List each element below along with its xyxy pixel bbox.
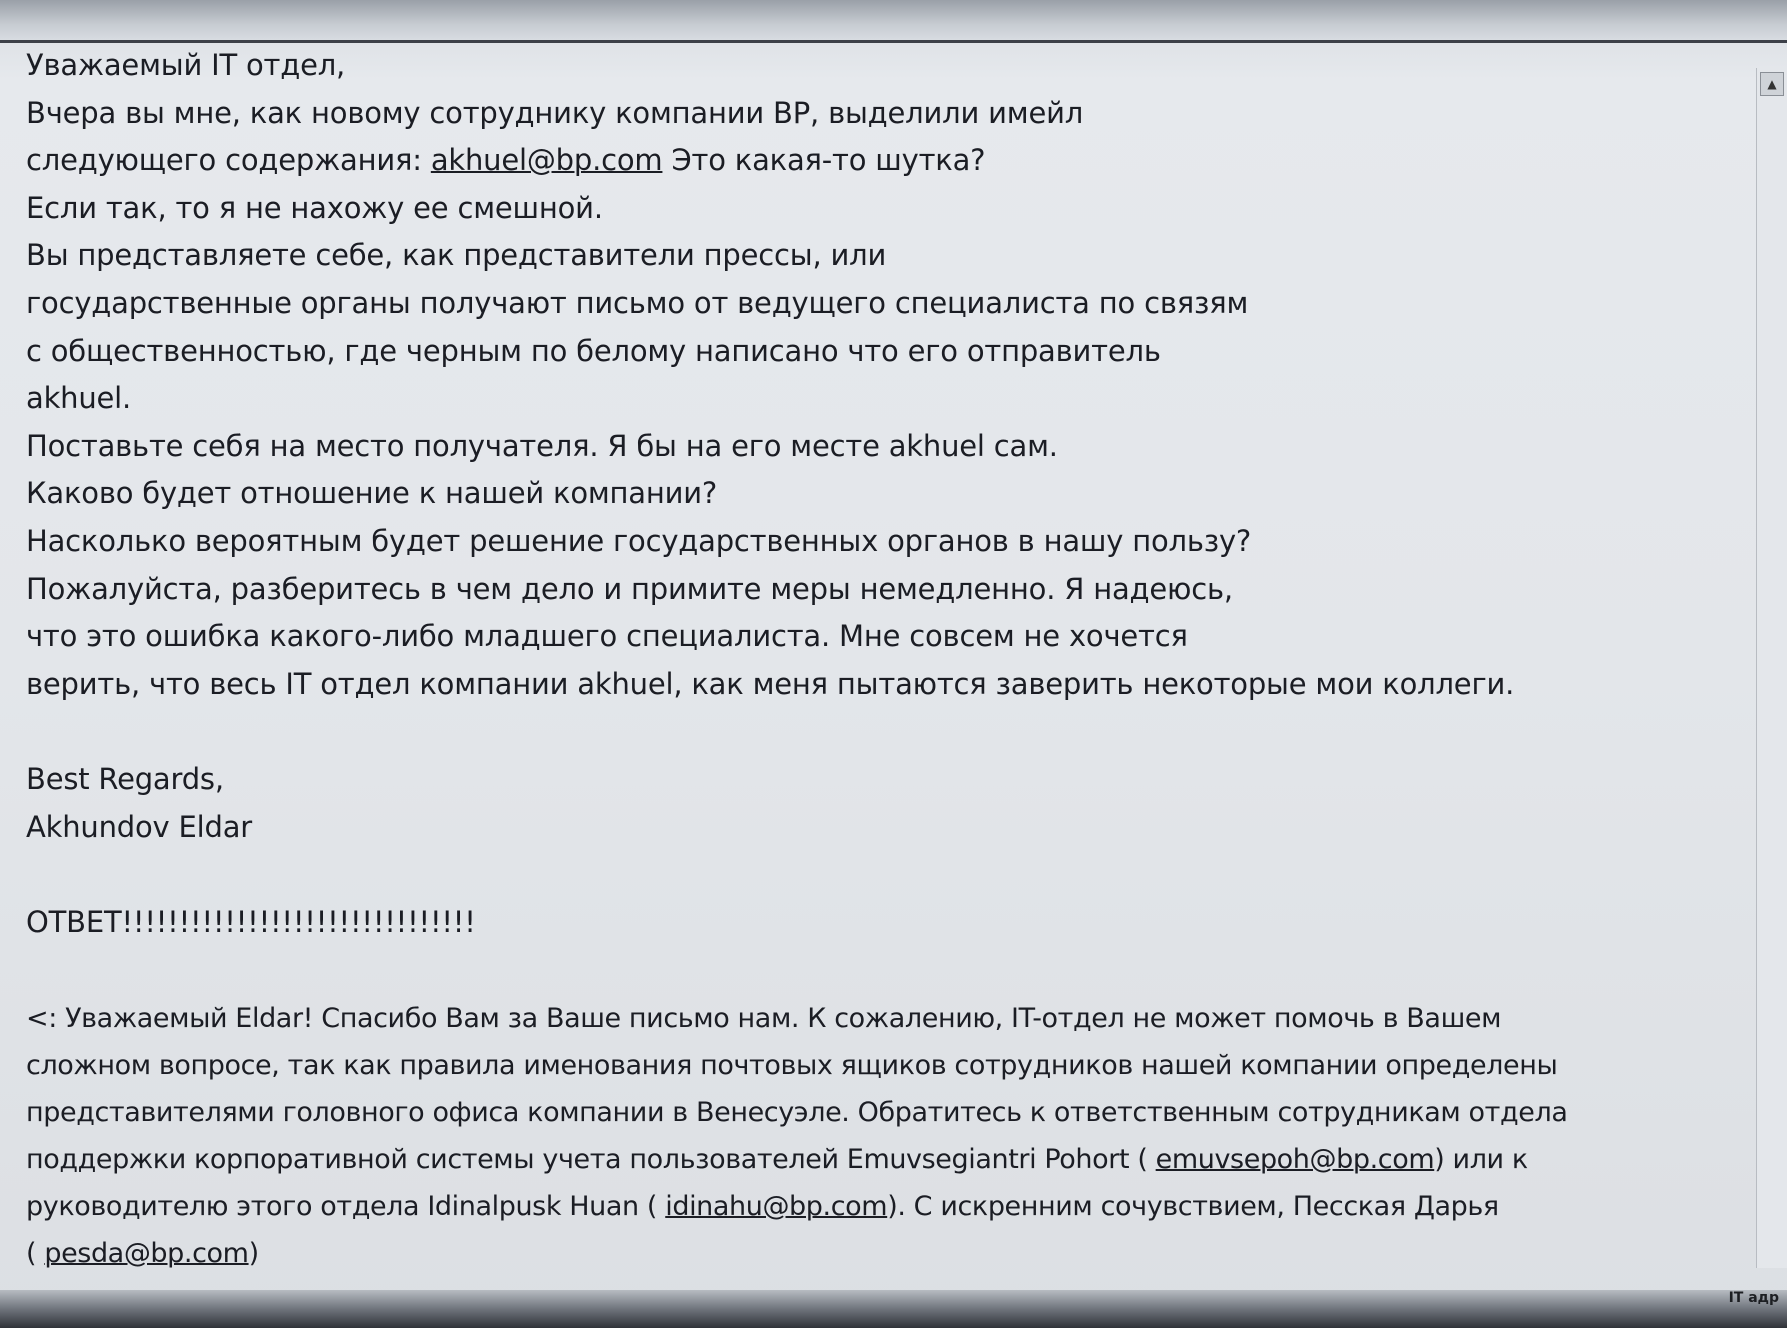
body-line: Вы представляете себе, как представители прессы, или [26,238,887,273]
email-link-akhuel[interactable]: akhuel@bp.com [430,143,663,178]
email-link-idinahu[interactable]: idinahu@bp.com [665,1191,888,1222]
reply-line [26,1230,1766,1277]
body-line: Вчера вы мне, как новому сотруднику компании BP, выделили имейл [26,95,1084,130]
reply-text-fragment: ) [248,1238,259,1269]
email-link-pesda[interactable]: pesda@bp.com [44,1238,249,1269]
greeting: Уважаемый IT отдел, [26,48,346,82]
reply-text-fragment: ). С искренним сочувствием, Песская Дарья [887,1191,1499,1222]
body-line: Поставьте себя на место получателя. Я бы на его месте akhuel сам. [26,428,1058,463]
reply-text-fragment: ) или к [1434,1144,1528,1175]
window-top-edge [0,0,1787,40]
reply-line: сложном вопросе, так как правила именования почтовых ящиков сотрудников нашей компании определены [26,1050,1558,1081]
signature: Akhundov Eldar [26,809,252,844]
closing: Best Regards, [26,761,224,796]
body-line: с общественностью, где черным по белому написано что его отправитель [26,333,1161,368]
reply-text-fragment: ( [26,1238,45,1269]
body-text-fragment: следующего содержания: [26,143,431,178]
email-body [26,42,1746,946]
reply-line [26,1183,1766,1230]
reply-line [26,1136,1766,1183]
body-line: Если так, то я не нахожу ее смешной. [26,190,603,225]
body-line: akhuel. [26,381,132,416]
email-link-emuvsepoh[interactable]: emuvsepoh@bp.com [1155,1144,1435,1175]
paragraph-gap [26,708,1746,756]
body-line [26,137,1746,185]
bottom-fragment-text: IT адр [1728,1290,1779,1306]
reply-text-fragment: руководителю этого отдела Idinalpusk Huan ( [26,1191,666,1222]
scroll-up-arrow-icon[interactable]: ▲ [1760,72,1784,96]
body-text-fragment: Это какая-то шутка? [662,143,986,178]
reply-line: <: Уважаемый Eldar! Спасибо Вам за Ваше письмо нам. К сожалению, IT-отдел не может помочь в Вашем [26,1003,1502,1034]
body-line: государственные органы получают письмо от ведущего специалиста по связям [26,285,1249,320]
paragraph-gap [26,851,1746,899]
reply-body [26,995,1766,1277]
body-line: верить, что весь IT отдел компании akhuel, как меня пытаются заверить некоторые мои коллеги. [26,666,1515,701]
reply-header: ОТВЕТ!!!!!!!!!!!!!!!!!!!!!!!!!!!!!!! [26,904,476,939]
reply-line: представителями головного офиса компании в Венесуэле. Обратитесь к ответственным сотрудникам отдела [26,1097,1568,1128]
body-line: Насколько вероятным будет решение государственных органов в нашу пользу? [26,523,1252,558]
body-line: Каково будет отношение к нашей компании? [26,476,718,511]
body-line: что это ошибка какого-либо младшего специалиста. Мне совсем не хочется [26,619,1188,654]
reply-text-fragment: поддержки корпоративной системы учета пользователей Emuvsegiantri Pohort ( [26,1144,1156,1175]
body-line: Пожалуйста, разберитесь в чем дело и примите меры немедленно. Я надеюсь, [26,571,1233,606]
window-bottom-edge [0,1290,1787,1328]
